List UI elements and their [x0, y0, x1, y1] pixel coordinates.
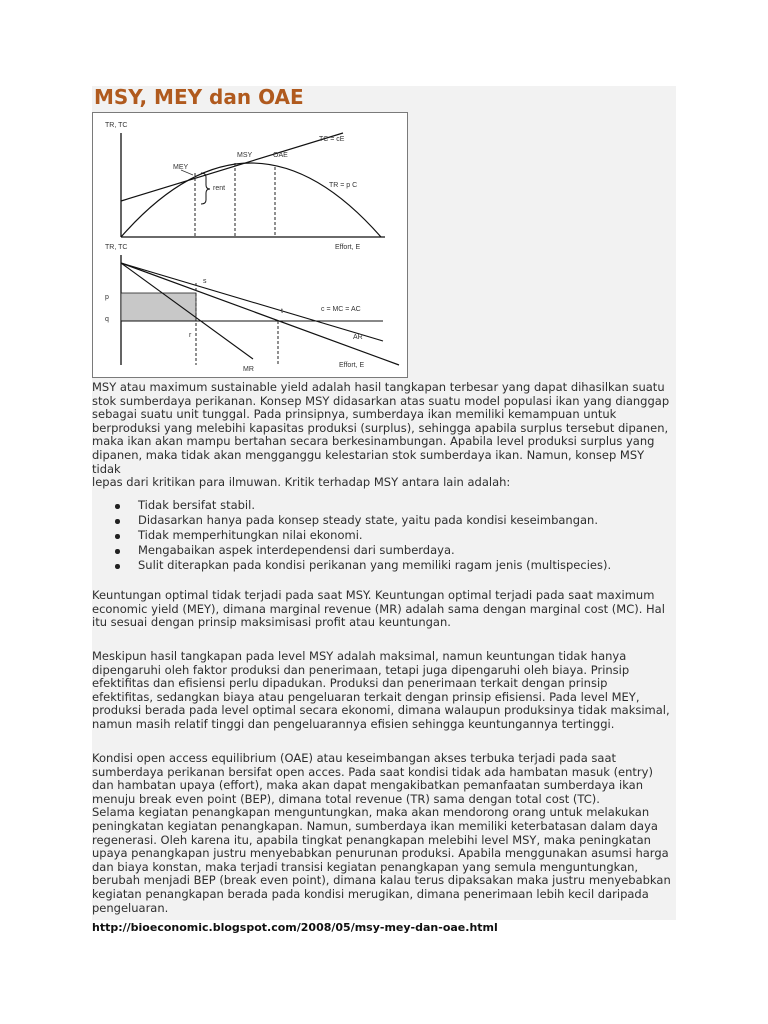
bioeconomic-diagram [93, 113, 409, 379]
top-x-label: Effort, E [335, 244, 361, 251]
rent-label: rent [213, 185, 226, 192]
intro-paragraph: MSY atau maximum sustainable yield adalah hasil tangkapan terbesar yang dapat dihasilkan suatu stok sumberdaya perikanan. Konsep MSY didasarkan atas suatu model populasi ikan yang dianggap sebagai suatu unit tunggal. Pada prinsipnya, sumberdaya ikan memiliki kemampuan untuk berproduksi yang melebihi kapasitas produksi (surplus), sehingga apabila surplus tersebut dipanen, maka ikan akan mampu bertahan secara berkesinambungan. Apabila level produksi surplus yang dipanen, maka tidak akan mengganggu kelestarian stok sumberdaya ikan. Namun, konsep MSY tidak lepas dari kritikan para ilmuwan. Kritik terhadap MSY antara lain adalah: [92, 380, 670, 490]
source-link[interactable]: http://bioeconomic.blogspot.com/2008/05/msy-mey-dan-oae.html [92, 921, 498, 934]
mc-label: c = MC = AC [321, 306, 361, 313]
article-title: MSY, MEY dan OAE [94, 85, 304, 109]
list-item: Mengabaikan aspek interdependensi dari sumberdaya. [92, 543, 676, 558]
tr-curve [121, 163, 381, 237]
top-axis-label: TR, TC [105, 122, 128, 129]
rent-brace [201, 173, 210, 204]
tr-label: TR = p C [329, 182, 358, 189]
rent-area [121, 293, 196, 321]
bottom-x-label: Effort, E [339, 362, 365, 369]
bottom-axis-label: TR, TC [105, 244, 128, 251]
bioeconomic-figure [92, 112, 408, 378]
r-label: r [189, 332, 192, 339]
q-label: q [105, 316, 109, 323]
mr-label: MR [243, 366, 254, 373]
list-item: Tidak bersifat stabil. [92, 498, 676, 513]
tc-label: TC = cE [319, 136, 345, 143]
paragraph-mey: Keuntungan optimal tidak terjadi pada saat MSY. Keuntungan optimal terjadi pada saat maximum economic yield (MEY), dimana marginal revenue (MR) adalah sama dengan marginal cost (MC). Hal itu sesuai dengan prinsip maksimisasi profit atau keuntungan. [92, 588, 665, 630]
tc-line [121, 133, 343, 201]
paragraph-oae: Kondisi open access equilibrium (OAE) atau keseimbangan akses terbuka terjadi pada saat sumberdaya perikanan bersifat open acces. Pada saat kondisi tidak ada hambatan masuk (entry) dan hambatan upaya (effort), maka akan dapat mengakibatkan pemanfaatan sumberdaya ikan menuju break even point (BEP), dimana total revenue (TR) sama dengan total cost (TC). Selama kegiatan penangkapan menguntungkan, maka akan mendorong orang untuk melakukan peningkatan kegiatan penangkapan. Namun, sumberdaya ikan memiliki keterbatasan dalam daya regenerasi. Oleh karena itu, apabila tingkat penangkapan melebihi level MSY, maka peningkatan upaya penangkapan justru menyebabkan penurunan produksi. Apabila menggunakan asumsi harga dan biaya konstan, maka terjadi transisi kegiatan penangkapan yang semula menguntungkan, berubah menjadi BEP (break even point), dimana kalau terus dipaksakan maka justru menyebabkan kegiatan penangkapan berada pada kondisi merugikan, dimana penerimaan lebih kecil daripada pengeluaran. [92, 751, 671, 915]
paragraph-msy-vs-profit: Meskipun hasil tangkapan pada level MSY adalah maksimal, namun keuntungan tidak hanya dipengaruhi oleh faktor produksi dan penerimaan, tetapi juga dipengaruhi oleh biaya. Prinsip efektifitas dan efisiensi perlu dipadukan. Produksi dan penerimaan terkait dengan prinsip efektifitas, sedangkan biaya atau pengeluaran terkait dengan prinsip efisiensi. Pada level MEY, produksi berada pada level optimal secara ekonomi, dimana walaupun produksinya tidak maksimal, namun masih relatif tinggi dan pengeluarannya efisien sehingga keuntungannya tertinggi. [92, 649, 670, 731]
oae-label: OAE [273, 152, 288, 159]
critique-list [92, 498, 676, 573]
msy-label: MSY [237, 152, 253, 159]
list-item: Sulit diterapkan pada kondisi perikanan yang memiliki ragam jenis (multispecies). [92, 558, 676, 573]
s-label: s [203, 278, 207, 285]
list-item: Tidak memperhitungkan nilai ekonomi. [92, 528, 676, 543]
ar-label: AR [353, 334, 363, 341]
mey-label: MEY [173, 164, 189, 171]
t-label: t [281, 308, 283, 315]
p-label: p [105, 294, 109, 301]
list-item: Didasarkan hanya pada konsep steady state, yaitu pada kondisi keseimbangan. [92, 513, 676, 528]
